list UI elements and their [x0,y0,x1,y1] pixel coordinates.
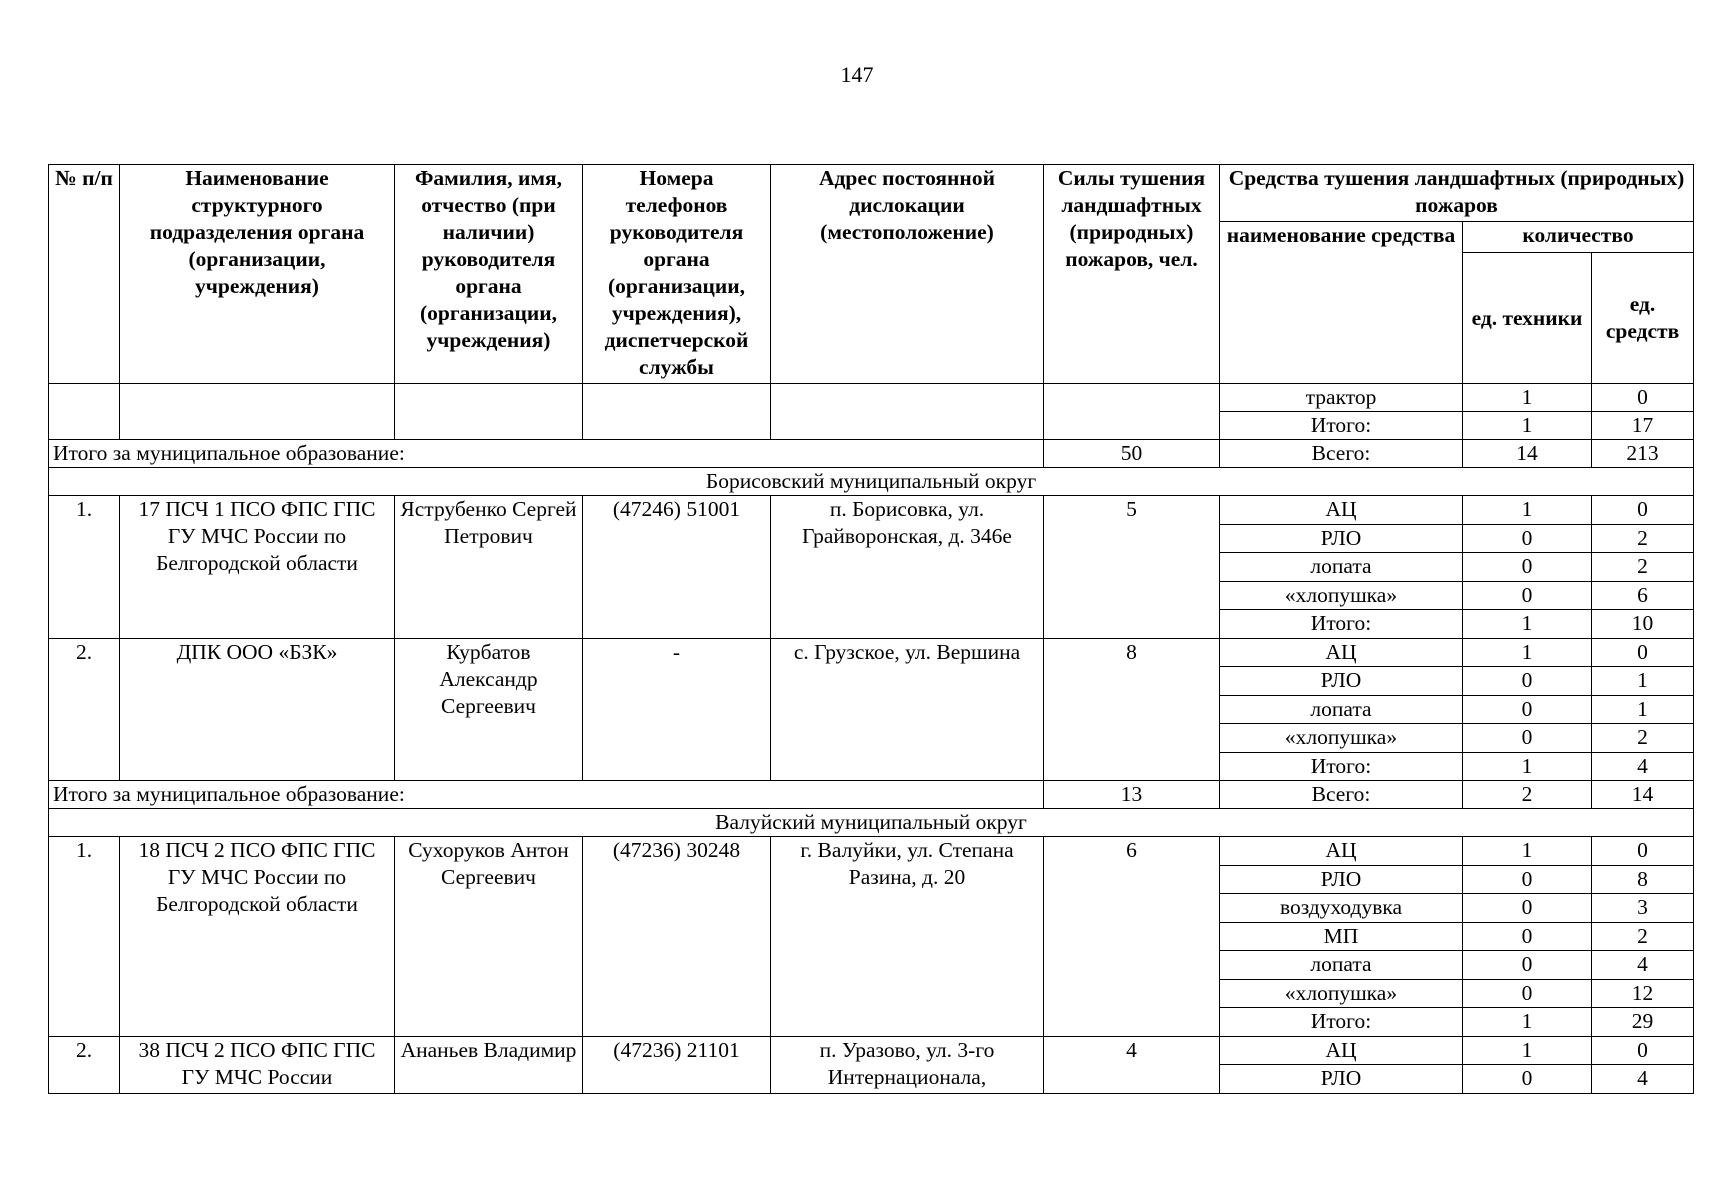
header-head: Фамилия, имя, отчество (при наличии) руководителя органа (организации, учреждения) [395,165,583,384]
means-name: лопата [1220,553,1463,582]
means-name: лопата [1220,695,1463,724]
page-number: 147 [840,62,874,87]
units-means: 0 [1592,1036,1694,1065]
means-name: АЦ [1220,638,1463,667]
units-means: 0 [1592,496,1694,525]
mo-total-label: Итого за муниципальное образование: [49,781,1044,809]
units-means: 8 [1592,865,1694,894]
forces: 6 [1044,837,1220,1037]
header-address: Адрес постоянной дислокации (местоположение) [771,165,1044,384]
units-tech: 1 [1463,412,1592,440]
means-name: РЛО [1220,667,1463,696]
means-name: «хлопушка» [1220,581,1463,610]
means-name: РЛО [1220,865,1463,894]
means-name: АЦ [1220,837,1463,866]
units-tech: 0 [1463,724,1592,753]
units-means: 0 [1592,384,1694,412]
means-name: Итого: [1220,412,1463,440]
means-name: лопата [1220,951,1463,980]
table-row [49,1036,1694,1065]
units-tech: 0 [1463,951,1592,980]
unit-name: 17 ПСЧ 1 ПСО ФПС ГПС ГУ МЧС России по Белгородской области [120,496,395,639]
mo-total-label: Итого за муниципальное образование: [49,440,1044,468]
means-name: МП [1220,922,1463,951]
units-means: 1 [1592,667,1694,696]
means-name: воздуходувка [1220,894,1463,923]
units-means: 1 [1592,695,1694,724]
units-tech: 0 [1463,894,1592,923]
units-tech: 0 [1463,865,1592,894]
units-tech: 1 [1463,384,1592,412]
fire-resources-table [48,164,1694,1094]
mo-total-row [49,781,1694,809]
forces: 5 [1044,496,1220,639]
mo-total-means: 14 [1592,781,1694,809]
units-tech: 0 [1463,667,1592,696]
mo-total-row [49,440,1694,468]
means-name: Итого: [1220,610,1463,639]
mo-total-name: Всего: [1220,440,1463,468]
district-title: Валуйский муниципальный округ [49,809,1694,837]
header-unit: Наименование структурного подразделения органа (организации, учреждения) [120,165,395,384]
phone: - [583,638,771,781]
header-num: № п/п [49,165,120,384]
district-row [49,809,1694,837]
mo-total-tech: 14 [1463,440,1592,468]
address: п. Уразово, ул. 3-го Интернационала, [771,1036,1044,1093]
header-phones: Номера телефонов руководителя органа (организации, учреждения), диспетчерской службы [583,165,771,384]
header-units-tech: ед. техники [1463,253,1592,384]
header-means: Средства тушения ландшафтных (природных) пожаров [1220,165,1694,222]
units-tech: 1 [1463,496,1592,525]
head-name: Курбатов Александр Сергеевич [395,638,583,781]
means-name: АЦ [1220,1036,1463,1065]
address: с. Грузское, ул. Вершина [771,638,1044,781]
phone: (47236) 21101 [583,1036,771,1093]
mo-total-forces: 13 [1044,781,1220,809]
units-means: 2 [1592,922,1694,951]
head-name: Яструбенко Сергей Петрович [395,496,583,639]
table-row [49,837,1694,866]
units-means: 10 [1592,610,1694,639]
phone: (47246) 51001 [583,496,771,639]
district-title: Борисовский муниципальный округ [49,468,1694,496]
mo-total-means: 213 [1592,440,1694,468]
row-num: 2. [49,1036,120,1093]
units-tech: 0 [1463,979,1592,1008]
units-tech: 1 [1463,610,1592,639]
unit-name: ДПК ООО «БЗК» [120,638,395,781]
means-name: трактор [1220,384,1463,412]
units-means: 4 [1592,951,1694,980]
unit-name: 18 ПСЧ 2 ПСО ФПС ГПС ГУ МЧС России по Белгородской области [120,837,395,1037]
units-tech: 1 [1463,638,1592,667]
means-name: «хлопушка» [1220,979,1463,1008]
units-means: 4 [1592,1065,1694,1094]
units-tech: 0 [1463,553,1592,582]
units-tech: 0 [1463,695,1592,724]
header-row-1 [49,165,1694,222]
means-name: РЛО [1220,1065,1463,1094]
head-name: Ананьев Владимир [395,1036,583,1093]
units-tech: 0 [1463,524,1592,553]
phone: (47236) 30248 [583,837,771,1037]
units-tech: 0 [1463,922,1592,951]
unit-name: 38 ПСЧ 2 ПСО ФПС ГПС ГУ МЧС России [120,1036,395,1093]
units-means: 2 [1592,524,1694,553]
mo-total-forces: 50 [1044,440,1220,468]
row-num: 1. [49,837,120,1037]
district-row [49,468,1694,496]
mo-total-tech: 2 [1463,781,1592,809]
table-row [49,496,1694,525]
means-name: Итого: [1220,752,1463,781]
units-means: 0 [1592,638,1694,667]
units-means: 2 [1592,553,1694,582]
units-means: 2 [1592,724,1694,753]
means-name: РЛО [1220,524,1463,553]
header-forces: Силы тушения ландшафтных (природных) пожаров, чел. [1044,165,1220,384]
header-units-means: ед. средств [1592,253,1694,384]
units-means: 12 [1592,979,1694,1008]
units-tech: 0 [1463,581,1592,610]
table-row [49,384,1694,412]
units-tech: 1 [1463,1036,1592,1065]
units-tech: 1 [1463,837,1592,866]
units-means: 0 [1592,837,1694,866]
means-name: Итого: [1220,1008,1463,1037]
row-num: 2. [49,638,120,781]
table-row [49,638,1694,667]
header-means-name: наименование средства [1220,222,1463,384]
address: г. Валуйки, ул. Степана Разина, д. 20 [771,837,1044,1037]
units-tech: 1 [1463,752,1592,781]
units-tech: 0 [1463,1065,1592,1094]
mo-total-name: Всего: [1220,781,1463,809]
units-means: 29 [1592,1008,1694,1037]
forces: 8 [1044,638,1220,781]
header-quantity: количество [1463,222,1694,253]
units-means: 3 [1592,894,1694,923]
head-name: Сухоруков Антон Сергеевич [395,837,583,1037]
units-means: 17 [1592,412,1694,440]
units-means: 6 [1592,581,1694,610]
units-tech: 1 [1463,1008,1592,1037]
address: п. Борисовка, ул. Грайворонская, д. 346е [771,496,1044,639]
forces: 4 [1044,1036,1220,1093]
means-name: «хлопушка» [1220,724,1463,753]
units-means: 4 [1592,752,1694,781]
means-name: АЦ [1220,496,1463,525]
row-num: 1. [49,496,120,639]
